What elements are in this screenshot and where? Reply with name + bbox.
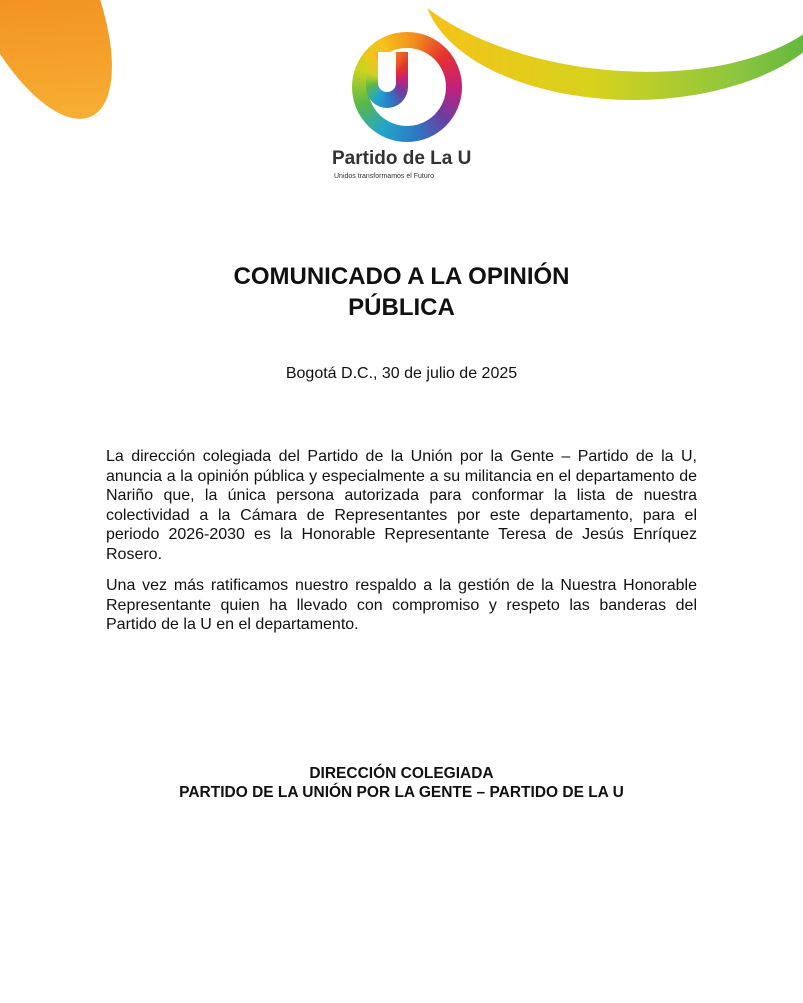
body-paragraph-2: Una vez más ratificamos nuestro respaldo a la gestión de la Nuestra Honorable Representante quien ha llevado con compromiso y respeto las banderas del Partido de la U en el departamento. <box>106 577 697 634</box>
page-title <box>0 261 803 323</box>
dateline: Bogotá D.C., 30 de julio de 2025 <box>285 365 518 382</box>
signature-line-2: PARTIDO DE LA UNIÓN POR LA GENTE – PARTIDO DE LA U <box>179 784 624 801</box>
decorative-orange-swoosh <box>0 0 146 142</box>
logo-tagline: Unidos transformamos el Futuro <box>334 173 434 180</box>
title-line-1: COMUNICADO A LA OPINIÓN <box>233 263 570 290</box>
body-paragraph-1: La dirección colegiada del Partido de la Unión por la Gente – Partido de la U, anuncia a la opinión pública y especialmente a su militancia en el departamento de Nariño que, la única persona autorizada para conformar la lista de nuestra colectividad a la Cámara de Representantes por este departamento, para el periodo 2026-2030 es la Honorable Representante Teresa de Jesús Enríquez Rosero. <box>106 448 697 563</box>
logo-name: Partido de La U <box>332 148 472 169</box>
signature-line-1: DIRECCIÓN COLEGIADA <box>309 765 494 782</box>
signature-block <box>0 764 803 802</box>
title-line-2: PÚBLICA <box>348 294 455 321</box>
